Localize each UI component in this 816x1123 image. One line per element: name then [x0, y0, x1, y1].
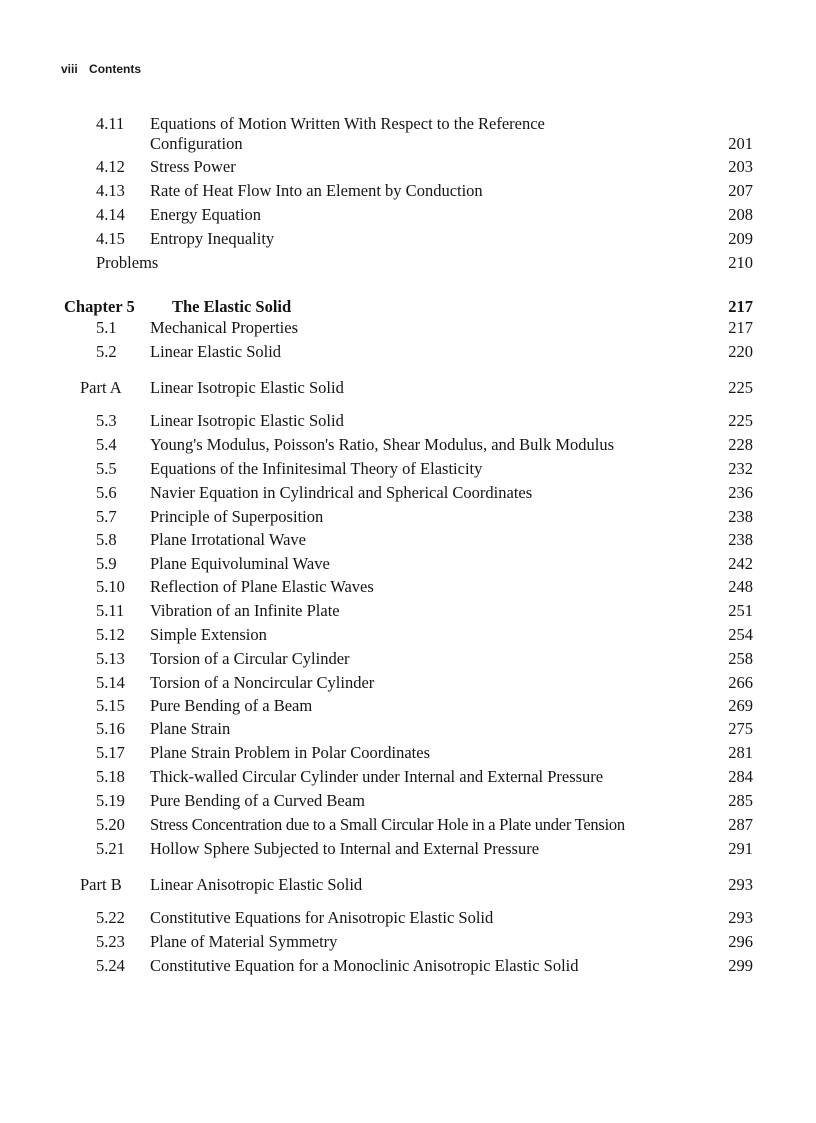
section-number: 5.16 [96, 719, 125, 738]
toc-entry [0, 814, 816, 836]
toc-entry [0, 955, 816, 977]
toc-entry [0, 931, 816, 953]
section-number: 5.17 [96, 743, 125, 762]
toc-entry [0, 648, 816, 670]
toc-entry [0, 458, 816, 480]
toc-entry [0, 317, 816, 339]
chapter-title: The Elastic Solid [172, 297, 292, 316]
part-label: Part B [80, 875, 122, 894]
page-number: 225 [728, 378, 753, 397]
section-number: 4.14 [96, 205, 125, 224]
section-title: Problems [96, 253, 159, 272]
toc-entry [0, 576, 816, 598]
part-heading [0, 377, 816, 399]
page-number: 209 [728, 229, 753, 248]
part-title: Linear Anisotropic Elastic Solid [150, 875, 363, 894]
page-number: 207 [728, 181, 753, 200]
section-title: Young's Modulus, Poisson's Ratio, Shear Modulus, and Bulk Modulus [150, 435, 615, 454]
section-title: Reflection of Plane Elastic Waves [150, 577, 374, 596]
section-number: 4.15 [96, 229, 125, 248]
section-title: Plane Irrotational Wave [150, 530, 306, 549]
page-number: 293 [728, 875, 753, 894]
chapter-heading [0, 296, 816, 318]
page-number: 217 [728, 318, 753, 337]
page-number: 208 [728, 205, 753, 224]
section-number: 4.13 [96, 181, 125, 200]
page-number: 251 [728, 601, 753, 620]
section-number: 5.11 [96, 601, 125, 620]
toc-entry [0, 482, 816, 504]
page-number: 203 [728, 157, 753, 176]
toc-entry [0, 529, 816, 551]
section-number: 5.5 [96, 459, 117, 478]
section-number: 5.24 [96, 956, 125, 975]
page-number: 242 [728, 554, 753, 573]
page-number: 236 [728, 483, 753, 502]
page-number: 287 [728, 815, 753, 834]
part-label: Part A [80, 378, 122, 397]
page-number: 291 [728, 839, 753, 858]
section-number: 4.11 [96, 114, 125, 133]
toc-entry [0, 204, 816, 226]
toc-entry [0, 156, 816, 178]
section-number: 5.4 [96, 435, 117, 454]
toc-entry [0, 695, 816, 717]
toc-entry [0, 180, 816, 202]
section-title: Equations of Motion Written With Respect to the Reference [150, 114, 545, 133]
section-title: Plane Strain Problem in Polar Coordinates [150, 743, 431, 762]
toc-entry [0, 907, 816, 929]
section-number: 5.21 [96, 839, 125, 858]
section-title: Stress Power [150, 157, 236, 176]
running-title: Contents [89, 62, 142, 76]
section-title: Entropy Inequality [150, 229, 275, 248]
section-title: Linear Elastic Solid [150, 342, 282, 361]
section-title: Stress Concentration due to a Small Circular Hole in a Plate under Tension [150, 815, 625, 834]
section-title: Torsion of a Circular Cylinder [150, 649, 350, 668]
page-number: 225 [728, 411, 753, 430]
page-number: 210 [728, 253, 753, 272]
section-number: 5.1 [96, 318, 117, 337]
section-number: 5.2 [96, 342, 117, 361]
toc-entry [0, 838, 816, 860]
running-header [61, 62, 141, 76]
section-title: Vibration of an Infinite Plate [150, 601, 340, 620]
section-title: Constitutive Equation for a Monoclinic Anisotropic Elastic Solid [150, 956, 579, 975]
toc-entry [0, 410, 816, 432]
section-number: 5.3 [96, 411, 117, 430]
toc-entry [0, 506, 816, 528]
page-number: 238 [728, 530, 753, 549]
page-number: 281 [728, 743, 753, 762]
toc-entry [0, 113, 816, 135]
part-heading [0, 874, 816, 896]
section-number: 5.15 [96, 696, 125, 715]
toc-entry [0, 341, 816, 363]
toc-entry [0, 228, 816, 250]
page-number: 238 [728, 507, 753, 526]
page-number: 220 [728, 342, 753, 361]
section-number: 5.19 [96, 791, 125, 810]
section-title: Pure Bending of a Curved Beam [150, 791, 365, 810]
section-title: Simple Extension [150, 625, 267, 644]
section-number: 4.12 [96, 157, 125, 176]
section-title: Linear Isotropic Elastic Solid [150, 411, 344, 430]
section-title: Torsion of a Noncircular Cylinder [150, 673, 375, 692]
section-title: Plane Equivoluminal Wave [150, 554, 330, 573]
section-title: Hollow Sphere Subjected to Internal and External Pressure [150, 839, 540, 858]
page-number: 228 [728, 435, 753, 454]
section-title: Pure Bending of a Beam [150, 696, 313, 715]
section-number: 5.12 [96, 625, 125, 644]
section-number: 5.18 [96, 767, 125, 786]
page-number: 248 [728, 577, 753, 596]
section-number: 5.13 [96, 649, 125, 668]
section-number: 5.9 [96, 554, 117, 573]
section-title: Configuration [150, 134, 243, 153]
section-title: Navier Equation in Cylindrical and Spherical Coordinates [150, 483, 533, 502]
page-number: 201 [728, 134, 753, 153]
toc-entry [0, 600, 816, 622]
chapter-number: Chapter 5 [64, 297, 135, 316]
section-number: 5.7 [96, 507, 117, 526]
toc-entry [0, 434, 816, 456]
section-title: Mechanical Properties [150, 318, 298, 337]
page-number: 284 [728, 767, 753, 786]
page-number: 254 [728, 625, 753, 644]
section-number: 5.22 [96, 908, 125, 927]
toc-entry [0, 742, 816, 764]
section-title: Plane of Material Symmetry [150, 932, 338, 951]
section-title: Equations of the Infinitesimal Theory of Elasticity [150, 459, 483, 478]
page-number: 275 [728, 719, 753, 738]
section-number: 5.10 [96, 577, 125, 596]
page-number: 296 [728, 932, 753, 951]
toc-entry [0, 624, 816, 646]
toc-entry [0, 790, 816, 812]
section-number: 5.8 [96, 530, 117, 549]
toc-entry-continuation [0, 133, 816, 155]
toc-entry [0, 553, 816, 575]
page-number: 285 [728, 791, 753, 810]
toc-entry-problems [0, 252, 816, 274]
page-number: 266 [728, 673, 753, 692]
section-title: Constitutive Equations for Anisotropic Elastic Solid [150, 908, 494, 927]
section-title: Energy Equation [150, 205, 262, 224]
section-number: 5.6 [96, 483, 117, 502]
toc-entry [0, 718, 816, 740]
page-number-roman: viii [61, 62, 78, 76]
page-number: 293 [728, 908, 753, 927]
section-title: Principle of Superposition [150, 507, 324, 526]
page-number: 217 [728, 297, 753, 316]
toc-entry [0, 672, 816, 694]
page-number: 258 [728, 649, 753, 668]
section-number: 5.23 [96, 932, 125, 951]
page-number: 299 [728, 956, 753, 975]
section-title: Plane Strain [150, 719, 231, 738]
section-title: Thick-walled Circular Cylinder under Internal and External Pressure [150, 767, 604, 786]
section-title: Rate of Heat Flow Into an Element by Conduction [150, 181, 483, 200]
section-number: 5.14 [96, 673, 125, 692]
part-title: Linear Isotropic Elastic Solid [150, 378, 344, 397]
section-number: 5.20 [96, 815, 125, 834]
toc-entry [0, 766, 816, 788]
page-number: 232 [728, 459, 753, 478]
page-number: 269 [728, 696, 753, 715]
